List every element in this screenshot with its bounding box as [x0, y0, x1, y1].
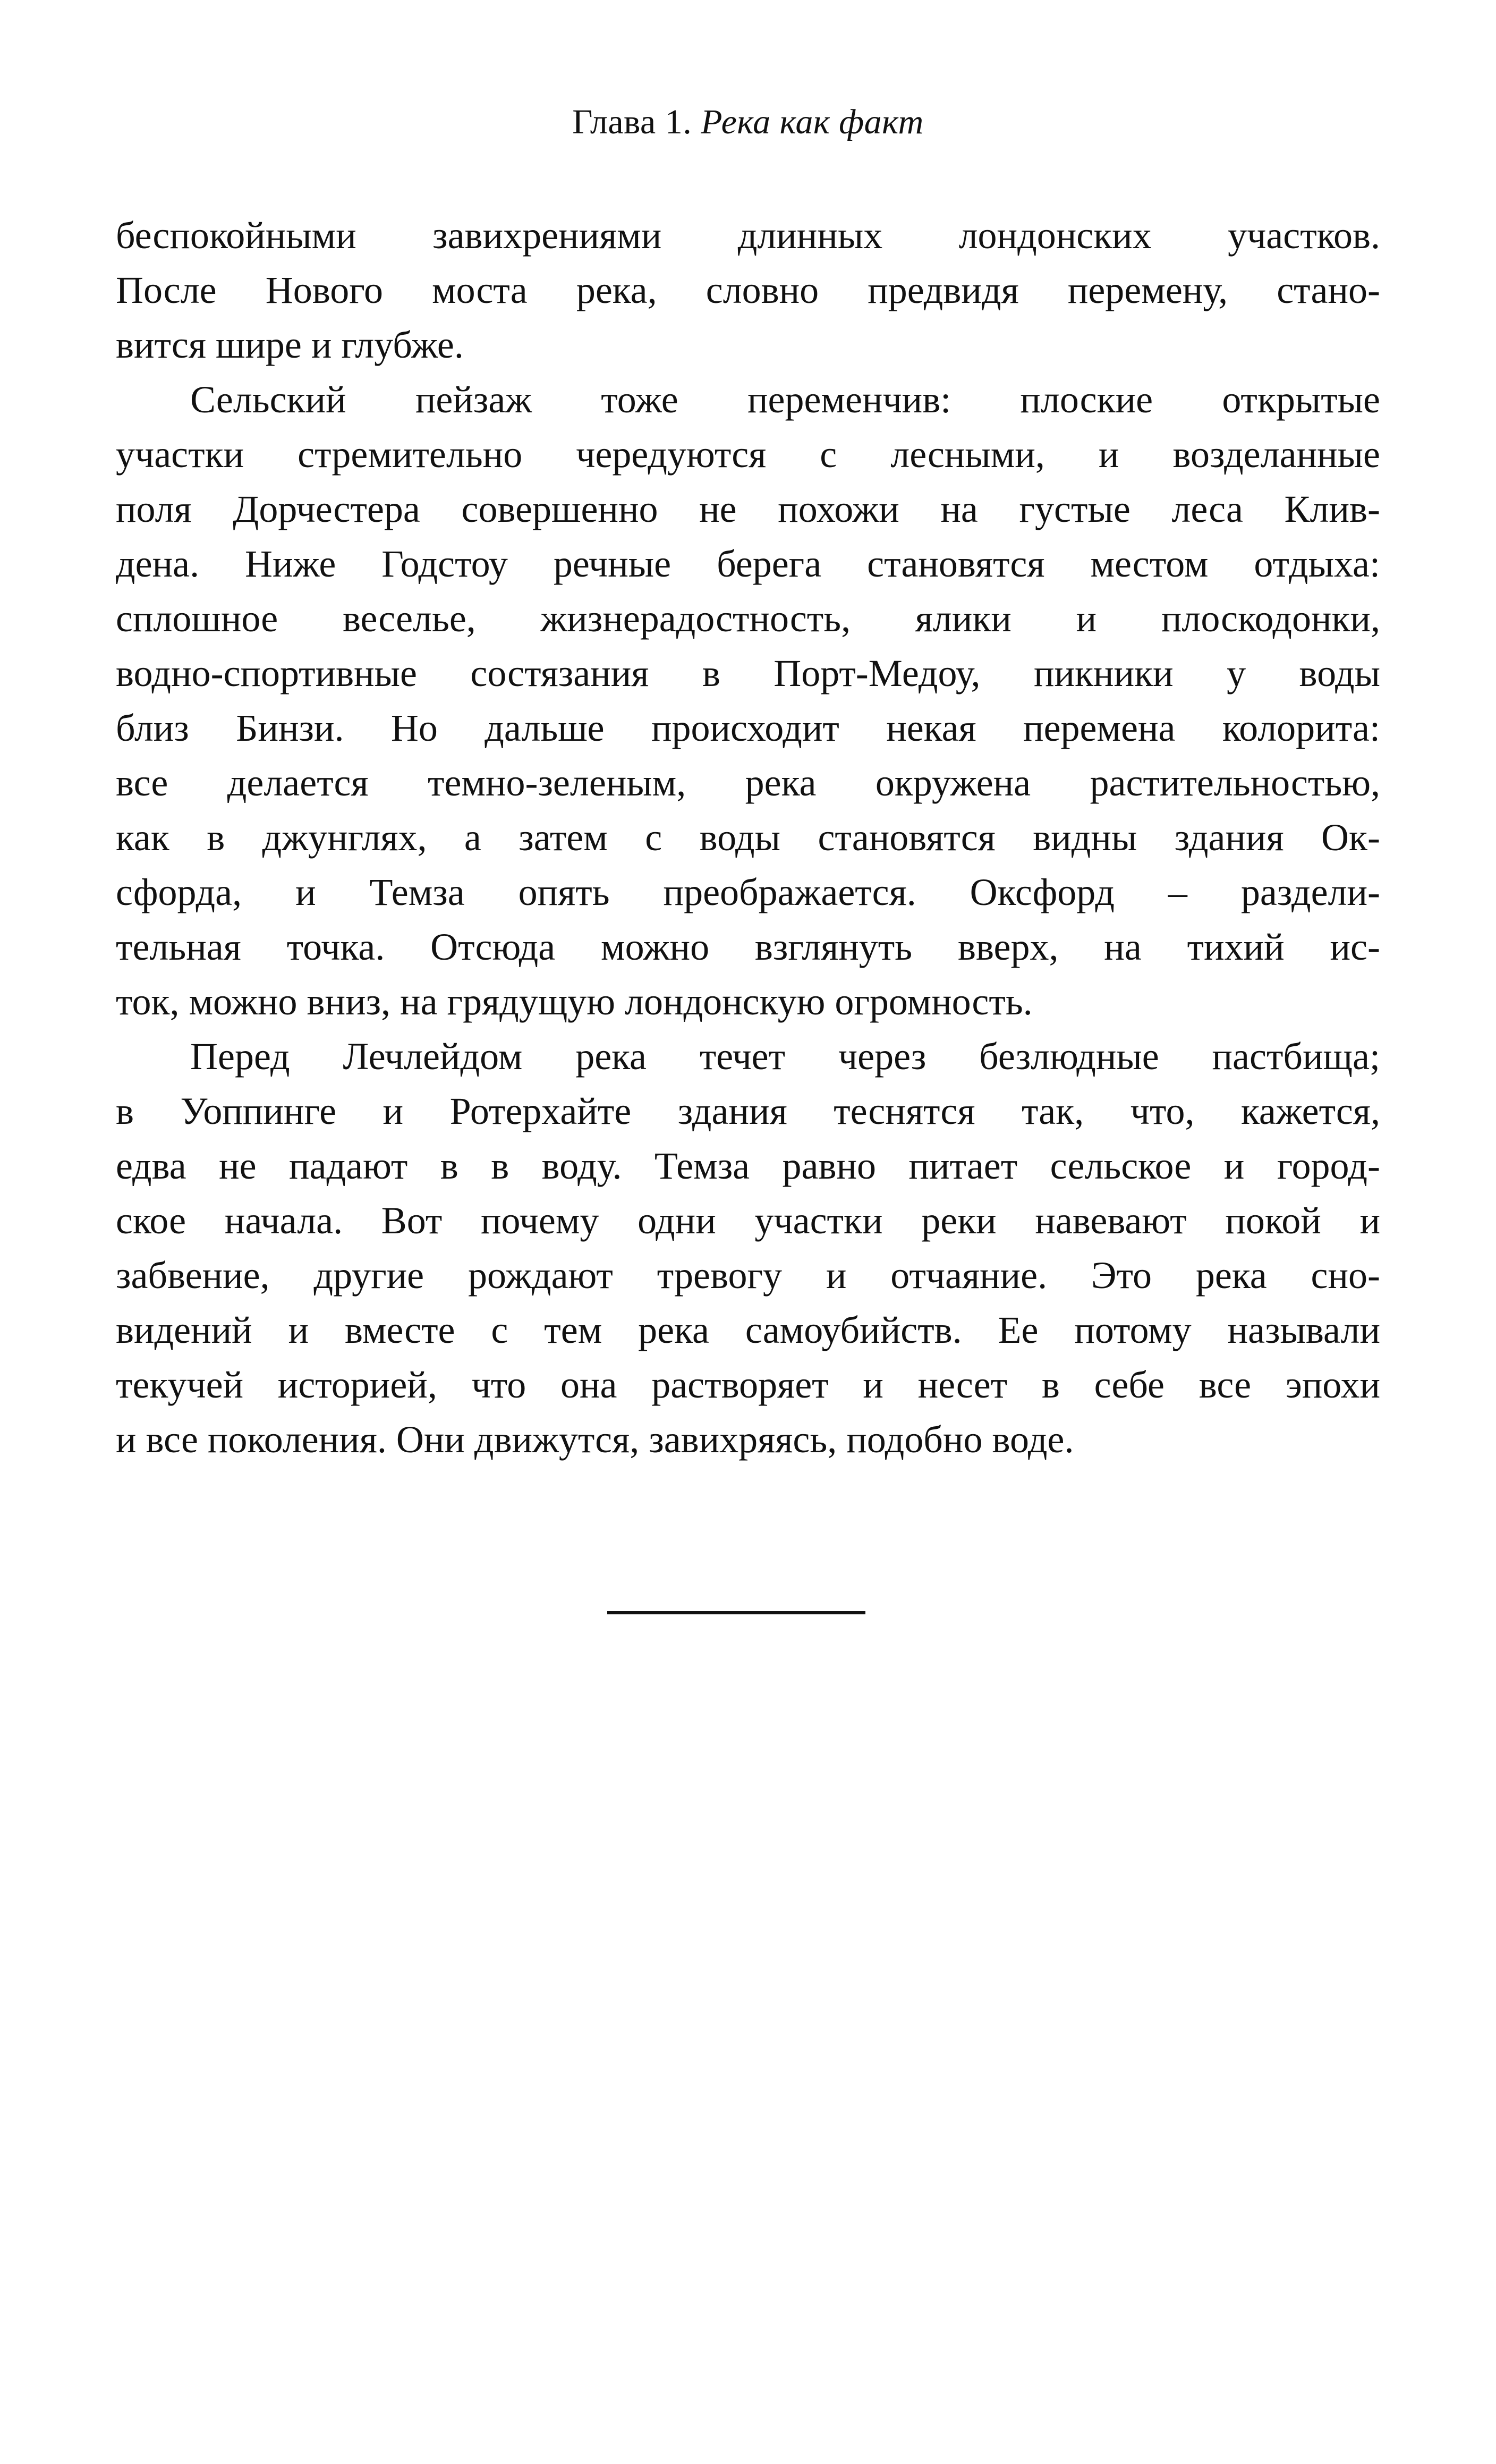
text-line: беспокойными завихрениями длинных лондонских участков.: [116, 214, 1380, 257]
paragraph-1: [116, 208, 1380, 372]
text-line: видений и вместе с тем река самоубийств. Ее потому называли: [116, 1309, 1380, 1351]
text-line: После Нового моста река, словно предвидя перемену, стано-: [116, 269, 1380, 311]
text-line: участки стремительно чередуются с лесными, и возделанные: [116, 433, 1380, 476]
text-line: поля Дорчестера совершенно не похожи на густые леса Клив-: [116, 488, 1380, 530]
text-line: и все поколения. Они движутся, завихряясь, подобно воде.: [116, 1418, 1074, 1461]
text-line: дена. Ниже Годстоу речные берега становятся местом отдыха:: [116, 543, 1380, 585]
text-line: тельная точка. Отсюда можно взглянуть вверх, на тихий ис-: [116, 926, 1380, 968]
text-line: вится шире и глубже.: [116, 324, 464, 366]
text-line: Сельский пейзаж тоже переменчив: плоские открытые: [190, 378, 1380, 421]
text-line: ток, можно вниз, на грядущую лондонскую огромность.: [116, 980, 1033, 1023]
text-line: Перед Лечлейдом река течет через безлюдные пастбища;: [190, 1035, 1380, 1078]
text-line: забвение, другие рождают тревогу и отчаяние. Это река сно-: [116, 1254, 1380, 1297]
paragraph-2: [116, 372, 1380, 1029]
chapter-title: Река как факт: [701, 103, 924, 141]
text-line: в Уоппинге и Ротерхайте здания теснятся так, что, кажется,: [116, 1090, 1380, 1132]
text-line: текучей историей, что она растворяет и несет в себе все эпохи: [116, 1364, 1380, 1406]
text-line: все делается темно-зеленым, река окружена растительностью,: [116, 761, 1380, 804]
running-head: [0, 101, 1496, 143]
chapter-number: Глава 1.: [572, 103, 692, 141]
section-divider: [607, 1611, 865, 1614]
text-line: едва не падают в в воду. Темза равно питает сельское и город-: [116, 1145, 1380, 1187]
text-line: ское начала. Вот почему одни участки реки навевают покой и: [116, 1199, 1380, 1242]
body-text: [116, 208, 1380, 1467]
text-line: водно-спортивные состязания в Порт-Медоу, пикники у воды: [116, 652, 1380, 695]
text-line: как в джунглях, а затем с воды становятся видны здания Ок-: [116, 816, 1380, 859]
text-line: сплошное веселье, жизнерадостность, ялики и плоскодонки,: [116, 597, 1380, 640]
text-line: близ Бинзи. Но дальше происходит некая перемена колорита:: [116, 707, 1380, 749]
paragraph-3: [116, 1029, 1380, 1467]
text-line: сфорда, и Темза опять преображается. Оксфорд – раздели-: [116, 871, 1380, 913]
